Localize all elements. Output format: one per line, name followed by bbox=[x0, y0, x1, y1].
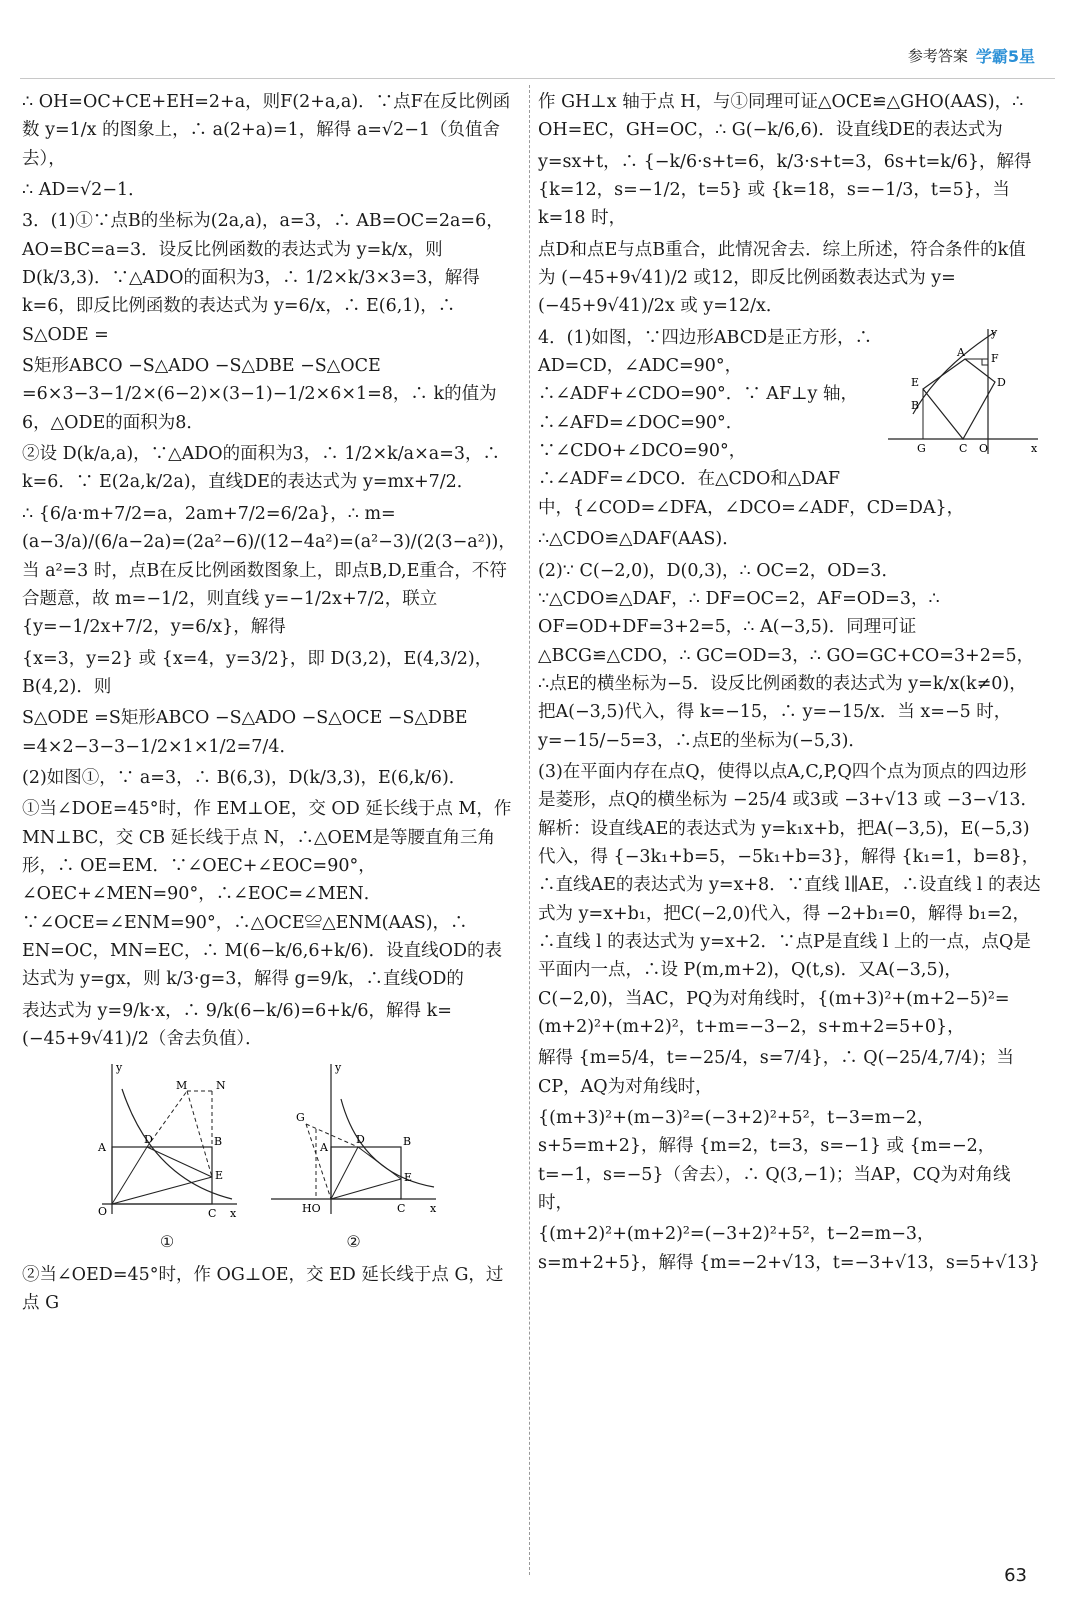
figure-1 bbox=[92, 1059, 242, 1254]
header-label: 参考答案 bbox=[907, 47, 968, 65]
left-paragraph-3: 3．(1)①∵点B的坐标为(2a,a)，a=3，∴ AB=OC=2a=6，AO=BC=a=3．设反比例函数的表达式为 y=k/x，则 D(k/3,3)．∵△ADO的面积为3，∴ 1/2×k/3×3=3，解得 k=6，即反比例函数的表达式为 y=6/x，∴ E(6,1)，∴ S△ODE = bbox=[22, 211, 504, 345]
fig1-label-C: C bbox=[208, 1207, 217, 1220]
page-header bbox=[908, 44, 1035, 67]
figure-1-svg bbox=[92, 1059, 242, 1219]
figures-row bbox=[92, 1059, 518, 1254]
left-paragraph-12: ②当∠OED=45°时，作 OG⊥OE，交 ED 延长线于点 G，过点 G bbox=[22, 1264, 504, 1313]
right-column bbox=[538, 88, 1043, 1280]
figure-3-svg bbox=[883, 324, 1043, 464]
fig1-label-M: M bbox=[176, 1079, 188, 1093]
fig3-label-A: A bbox=[957, 345, 965, 359]
right-paragraph-7: (3)在平面内存在点Q，使得以点A,C,P,Q四个点为顶点的四边形是菱形，点Q的横坐标为 −25/4 或3或 −3+√13 或 −3−√13．解析：设直线AE的表达式为 y=k₁x+b，把A(−3,5)，E(−5,3)代入，得 {−3k₁+b=5，−5k₁+b=3}，解得 {k₁=1，b=8}，∴直线AE的表达式为 y=x+8．∵直线 l∥AE，∴设直线 l 的表达式为 y=x+b₁，把C(−2,0)代入，得 −2+b₁=0，解得 b₁=2，∴直线 l 的表达式为 y=x+2．∵点P是直线 l 上的一点，点Q是平面内一点，∴设 P(m,m+2)，Q(t,s)．又A(−3,5)，C(−2,0)，当AC，PQ为对角线时，{(m+3)²+(m+2−5)²=(m+2)²+(m+2)²，t+m=−3−2，s+m+2=5+0}， bbox=[538, 761, 1041, 1037]
left-paragraph-11: 表达式为 y=9/k·x，∴ 9/k(6−k/6)=6+k/6，解得 k=(−45+9√41)/2（舍去负值）． bbox=[22, 1000, 452, 1049]
left-paragraph-2: ∴ AD=√2−1． bbox=[22, 180, 146, 201]
fig1-label-O: O bbox=[98, 1205, 108, 1219]
fig3-label-E: E bbox=[911, 375, 920, 389]
fig2-label-G: G bbox=[296, 1111, 305, 1125]
right-paragraph-3: 点D和点E与点B重合，此情况舍去．综上所述，符合条件的k值为 (−45+9√41)/2 或12，即反比例函数表达式为 y=(−45+9√41)/2x 或 y=12/x． bbox=[538, 239, 1026, 317]
figure-2-svg bbox=[266, 1059, 441, 1219]
fig2-label-B: B bbox=[403, 1135, 412, 1149]
fig3-label-x: x bbox=[1031, 441, 1038, 455]
left-paragraph-8: S△ODE =S矩形ABCO −S△ADO −S△OCE −S△DBE =4×2−3−3−1/2×1×1/2=7/4． bbox=[22, 708, 468, 757]
fig2-label-C: C bbox=[397, 1202, 406, 1216]
left-paragraph-5: ②设 D(k/a,a)，∵△ADO的面积为3，∴ 1/2×k/a×a=3，∴ k=6．∵ E(2a,k/2a)，直线DE的表达式为 y=mx+7/2． bbox=[22, 444, 501, 493]
fig1-label-E: E bbox=[215, 1169, 224, 1183]
right-paragraph-10: {(m+2)²+(m+2)²=(−3+2)²+5²，t−2=m−3，s=m+2+5}，解得 {m=−2+√13，t=−3+√13，s=5+√13} bbox=[538, 1224, 1040, 1273]
fig2-label-x: x bbox=[430, 1202, 437, 1216]
right-paragraph-8: 解得 {m=5/4，t=−25/4，s=7/4}，∴ Q(−25/4,7/4)；当CP，AQ为对角线时， bbox=[538, 1048, 1014, 1097]
fig1-label-B: B bbox=[214, 1135, 223, 1149]
column-divider bbox=[529, 85, 530, 1575]
fig1-label-x: x bbox=[230, 1207, 237, 1220]
fig3-label-y: y bbox=[991, 325, 998, 339]
fig2-label-D: D bbox=[356, 1133, 365, 1147]
left-paragraph-6: ∴ {6/a·m+7/2=a，2am+7/2=6/2a}，∴ m=(a−3/a)/(6/a−2a)=(2a²−6)/(12−4a²)=(a²−3)/(2(3−a²))，当 a²=3 时，点B在反比例函数图象上，即点B,D,E重合，不符合题意，故 m=−1/2，则直线 y=−1/2x+7/2，联立 {y=−1/2x+7/2，y=6/x}，解得 bbox=[22, 503, 516, 638]
figure-3 bbox=[883, 324, 1043, 473]
left-paragraph-1: ∴ OH=OC+CE+EH=2+a，则F(2+a,a)．∵点F在反比例函数 y=1/x 的图象上，∴ a(2+a)=1，解得 a=√2−1（负值舍去）， bbox=[22, 92, 511, 169]
fig2-label-A: A bbox=[320, 1141, 328, 1155]
fig3-label-F: F bbox=[991, 351, 999, 365]
fig3-label-B: B bbox=[911, 398, 920, 412]
fig3-label-O: O bbox=[979, 441, 989, 455]
page-number: 63 bbox=[1004, 1565, 1027, 1586]
right-paragraph-6: (2)∵ C(−2,0)，D(0,3)，∴ OC=2，OD=3．∵△CDO≌△DAF，∴ DF=OC=2，AF=OD=3，∴ OF=OD+DF=3+2=5，∴ A(−3,5)．同理可证△BCG≌△CDO，∴ GC=OD=3，∴ GO=GC+CO=3+2=5，∴点E的横坐标为−5．设反比例函数的表达式为 y=k/x(k≠0)，把A(−3,5)代入，得 k=−15，∴ y=−15/x．当 x=−5 时，y=−15/−5=3，∴点E的坐标为(−5,3)． bbox=[538, 560, 1035, 751]
fig1-label-D: D bbox=[144, 1133, 153, 1147]
right-paragraph-9: {(m+3)²+(m−3)²=(−3+2)²+5²，t−3=m−2，s+5=m+2}，解得 {m=2，t=3，s=−1} 或 {m=−2，t=−1，s=−5}（舍去），∴ Q(3,−1)；当AP，CQ为对角线时， bbox=[538, 1108, 1011, 1214]
left-paragraph-4: S矩形ABCO −S△ADO −S△DBE −S△OCE =6×3−3−1/2×(6−2)×(3−1)−1/2×6×1=8，∴ k的值为6，△ODE的面积为8． bbox=[22, 356, 497, 433]
figure-2-caption: ② bbox=[346, 1231, 361, 1251]
fig3-label-C: C bbox=[959, 441, 968, 455]
figure-2 bbox=[266, 1059, 441, 1254]
right-paragraph-4: 4．(1)如图，∵四边形ABCD是正方形，∴ AD=CD，∠ADC=90°，∴∠ADF+∠CDO=90°．∵ AF⊥y 轴，∴∠AFD=∠DOC=90°．∵∠CDO+∠DCO=90°，∴∠ADF=∠DCO．在△CDO和△DAF中，{∠COD=∠DFA，∠DCO=∠ADF，CD=DA}， bbox=[538, 327, 965, 518]
fig1-label-N: N bbox=[216, 1079, 226, 1093]
fig1-label-A: A bbox=[98, 1141, 106, 1155]
right-paragraph-2: y=sx+t，∴ {−k/6·s+t=6，k/3·s+t=3，6s+t=k/6}，解得 {k=12，s=−1/2，t=5} 或 {k=18，s=−1/3，t=5}，当 k=18 时， bbox=[538, 151, 1032, 229]
fig2-label-y: y bbox=[335, 1061, 342, 1075]
fig2-label-HO: HO bbox=[302, 1202, 321, 1216]
header-brand: 学霸5星 bbox=[975, 47, 1035, 66]
fig2-label-E: E bbox=[404, 1171, 413, 1185]
left-column bbox=[22, 88, 518, 1320]
right-paragraph-1: 作 GH⊥x 轴于点 H，与①同理可证△OCE≌△GHO(AAS)，∴ OH=EC，GH=OC，∴ G(−k/6,6)．设直线DE的表达式为 bbox=[538, 92, 1024, 141]
left-paragraph-7: {x=3，y=2} 或 {x=4，y=3/2}，即 D(3,2)，E(4,3/2)，B(4,2)．则 bbox=[22, 648, 493, 697]
left-paragraph-9: (2)如图①，∵ a=3，∴ B(6,3)，D(k/3,3)，E(6,k/6)． bbox=[22, 767, 467, 788]
fig3-label-D: D bbox=[997, 375, 1006, 389]
right-paragraph-5: ∴△CDO≌△DAF(AAS)． bbox=[538, 529, 740, 550]
fig3-label-G: G bbox=[917, 441, 926, 455]
fig1-label-y: y bbox=[116, 1061, 123, 1075]
left-paragraph-10: ①当∠DOE=45°时，作 EM⊥OE，交 OD 延长线于点 M，作 MN⊥BC，交 CB 延长线于点 N，∴△OEM是等腰直角三角形，∴ OE=EM．∵∠OEC+∠EOC=90°，∠OEC+∠MEN=90°，∴∠EOC=∠MEN．∵∠OCE=∠ENM=90°，∴△OCE≌△ENM(AAS)，∴ EN=OC，MN=EC，∴ M(6−k/6,6+k/6)．设直线OD的表达式为 y=gx，则 k/3·g=3，解得 g=9/k，∴直线OD的 bbox=[22, 799, 512, 990]
header-rule bbox=[20, 78, 1055, 79]
figure-1-caption: ① bbox=[159, 1231, 175, 1251]
